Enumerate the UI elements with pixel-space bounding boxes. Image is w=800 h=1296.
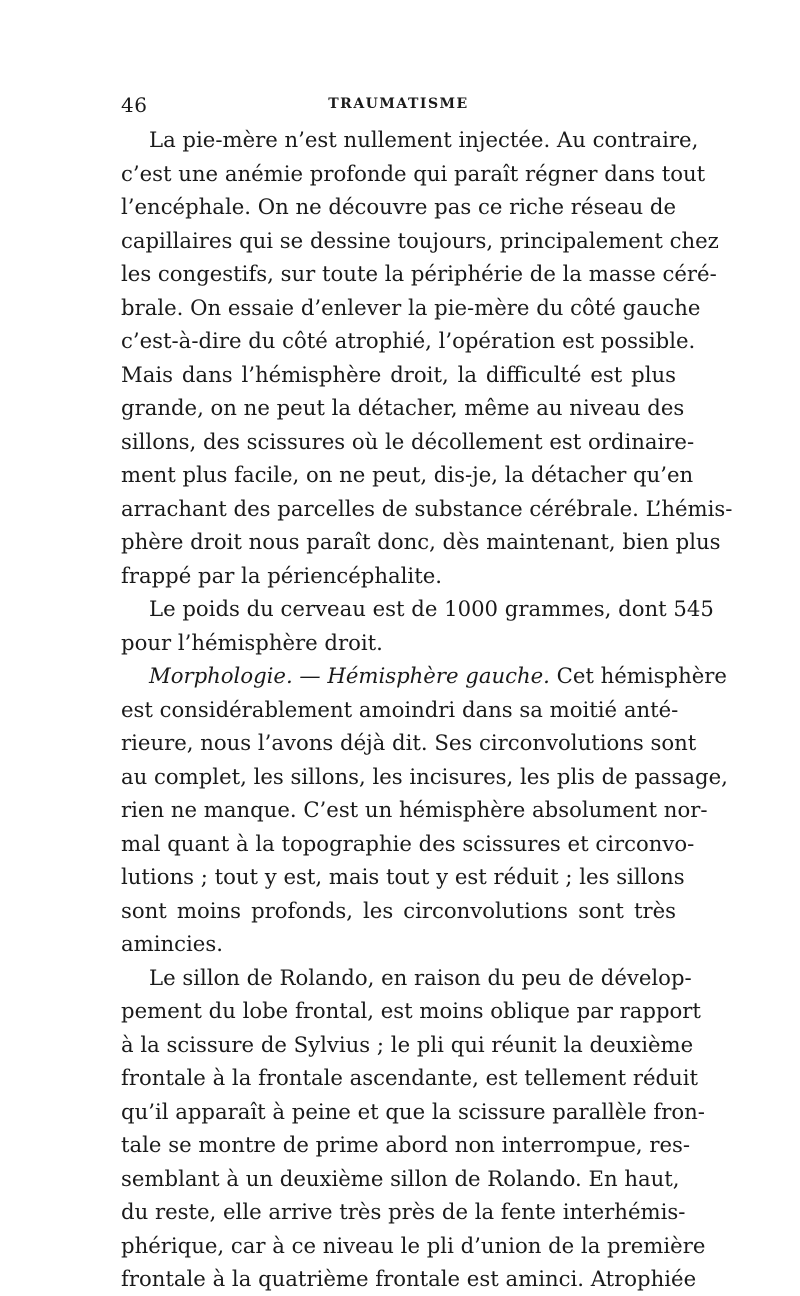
text-line: pement du lobe frontal, est moins oblique par rapport xyxy=(121,998,701,1023)
text-line: à la scissure de Sylvius ; le pli qui réunit la deuxième xyxy=(121,1031,694,1057)
section-heading-italic: Morphologie. — Hémisphère gauche. xyxy=(149,663,550,688)
text-line: capillaires qui se dessine toujours, principalement chez xyxy=(121,227,719,253)
page-header xyxy=(121,93,676,121)
text-line: est considérablement amoindri dans sa moitié anté- xyxy=(121,696,679,722)
page-number: 46 xyxy=(121,93,148,117)
text-line: grande, on ne peut la détacher, même au niveau des xyxy=(121,395,685,420)
text-line: Le poids du cerveau est de 1000 grammes, dont 545 xyxy=(149,596,714,621)
text-line: semblant à un deuxième sillon de Rolando. En haut, xyxy=(121,1165,680,1191)
text-line: du reste, elle arrive très près de la fente interhémis- xyxy=(121,1199,686,1224)
text-line: les congestifs, sur toute la périphérie de la masse céré- xyxy=(121,261,717,286)
text-fragment: Cet hémisphère xyxy=(549,663,727,688)
text-line: mal quant à la topographie des scissures et circonvo- xyxy=(121,830,695,856)
text-line: sillons, des scissures où le décollement est ordinaire- xyxy=(121,428,695,454)
text-line: frontale à la quatrième frontale est aminci. Atrophiée xyxy=(121,1266,697,1291)
text-line: c’est une anémie profonde qui paraît régner dans tout xyxy=(121,160,706,186)
body-text xyxy=(121,123,733,1296)
text-line: qu’il apparaît à peine et que la scissure parallèle fron- xyxy=(121,1098,705,1124)
text-line: sont moins profonds, les circonvolutions sont très xyxy=(121,897,676,923)
text-line: arrachant des parcelles de substance cérébrale. L’hémis- xyxy=(121,495,733,521)
text-line: phérique, car à ce niveau le pli d’union de la première xyxy=(121,1232,706,1258)
text-line: ment plus facile, on ne peut, dis-je, la détacher qu’en xyxy=(121,462,694,487)
text-line: Le sillon de Rolando, en raison du peu de dévelop- xyxy=(149,964,692,990)
morphology-line xyxy=(121,659,727,693)
text-line: amincies. xyxy=(121,931,223,956)
text-line: frontale à la frontale ascendante, est tellement réduit xyxy=(121,1065,699,1090)
text-line: l’encéphale. On ne découvre pas ce riche réseau de xyxy=(121,194,676,219)
text-line: phère droit nous paraît donc, dès maintenant, bien plus xyxy=(121,529,721,554)
text-line: c’est-à-dire du côté atrophié, l’opération est possible. xyxy=(121,328,696,353)
text-line: rien ne manque. C’est un hémisphère absolument nor- xyxy=(121,797,708,822)
text-line: Mais dans l’hémisphère droit, la difficulté est plus xyxy=(121,361,676,387)
text-line: au complet, les sillons, les incisures, les plis de passage, xyxy=(121,763,728,789)
text-line: La pie-mère n’est nullement injectée. Au contraire, xyxy=(149,127,699,152)
text-line: lutions ; tout y est, mais tout y est réduit ; les sillons xyxy=(121,864,685,889)
text-line: brale. On essaie d’enlever la pie-mère du côté gauche xyxy=(121,294,701,320)
running-head: TRAUMATISME xyxy=(328,96,469,112)
text-line: tale se montre de prime abord non interrompue, res- xyxy=(121,1132,691,1157)
text-line: frappé par la périencéphalite. xyxy=(121,562,442,588)
text-line: pour l’hémisphère droit. xyxy=(121,629,383,655)
text-line: rieure, nous l’avons déjà dit. Ses circonvolutions sont xyxy=(121,730,697,755)
